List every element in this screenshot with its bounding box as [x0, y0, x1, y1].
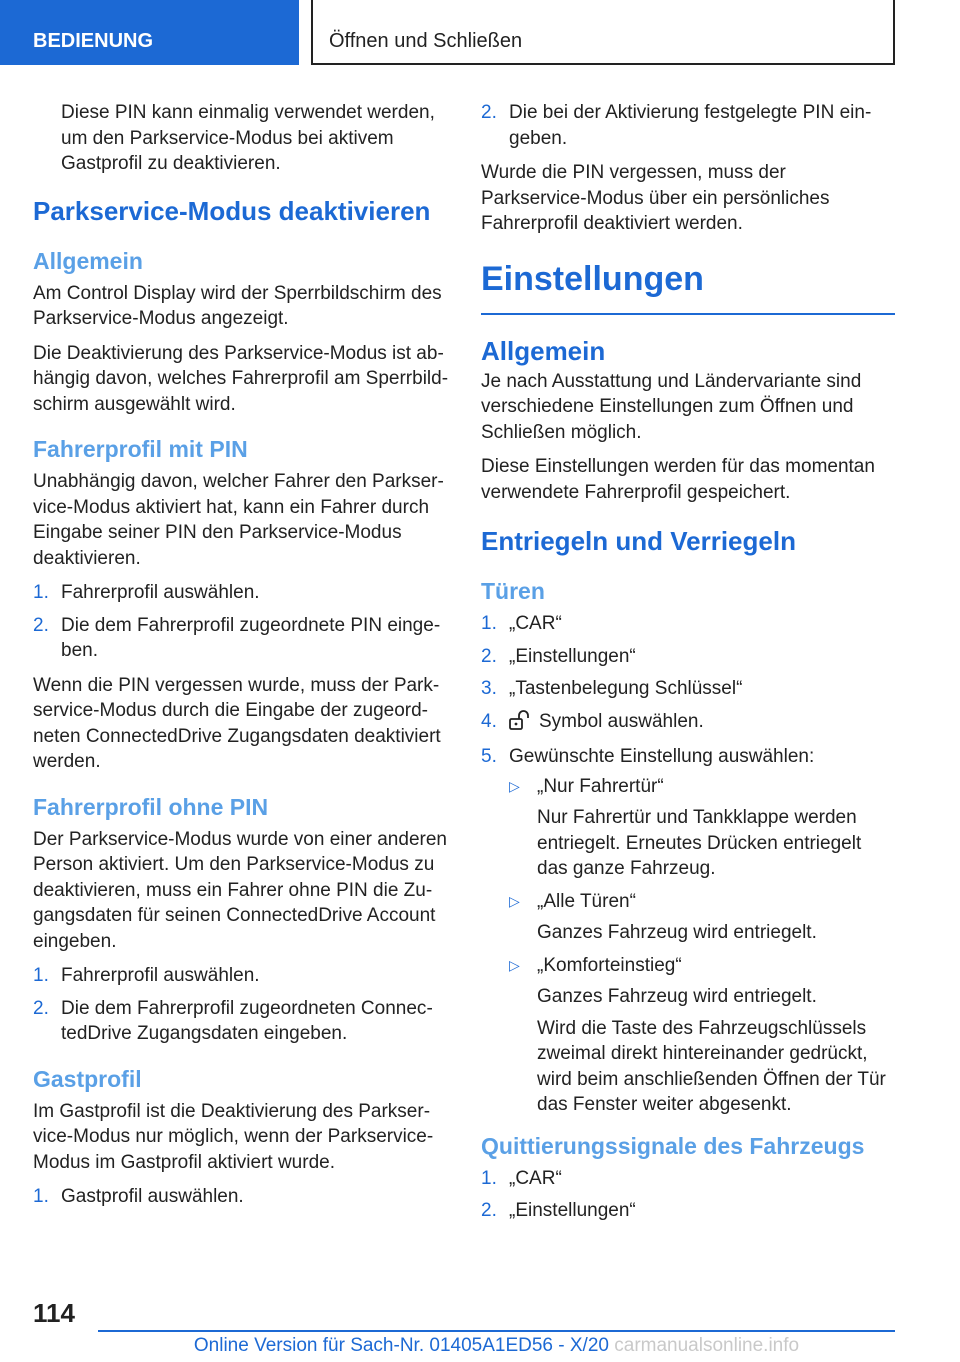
step-number: 3. — [481, 678, 497, 699]
option-desc: Nur Fahrertür und Tankklappe werden entriegelt. Erneutes Drücken entriegelt das ganze Fahrzeug. — [537, 807, 862, 879]
heading-entriegeln: Entriegeln und Verriegeln — [481, 526, 796, 556]
step-text: Gastprofil auswählen. — [61, 1186, 244, 1207]
paragraph: Die Deaktivierung des Parkservice-Modus ist abhängig davon, welches Fahrerprofil am Sperrbildschirm ausgewählt wird. — [33, 342, 449, 415]
heading-gastprofil: Gastprofil — [33, 1065, 142, 1092]
steps-list — [33, 963, 449, 1047]
option-desc: Wird die Taste des Fahrzeugschlüssels zweimal direkt hintereinander gedrückt, wird beim anschließenden Öffnen der Tür das Fenster weiter abgesenkt. — [537, 1017, 886, 1115]
paragraph: Unabhängig davon, welcher Fahrer den Parkservice-Modus aktiviert hat, kann ein Fahrer durch Eingabe seiner PIN den Parkservice-Modus deaktivieren. — [33, 471, 444, 569]
step-text: Die dem Fahrerprofil zugeordnete PIN eingeben. — [61, 614, 441, 661]
option-label: „Komforteinstieg“ — [537, 954, 682, 976]
step-number: 1. — [481, 1167, 497, 1189]
step-text: „CAR“ — [509, 613, 562, 634]
step-number: 1. — [33, 582, 49, 603]
paragraph: Am Control Display wird der Sperrbildschirm des Parkservice-Modus angezeigt. — [33, 282, 442, 329]
step-text: „Tastenbelegung Schlüssel“ — [509, 678, 743, 699]
list-item — [481, 709, 895, 738]
step-number: 4. — [481, 710, 497, 732]
step-text: Gewünschte Einstellung auswählen: — [509, 746, 815, 767]
footer-text — [98, 1333, 895, 1359]
step-number: 5. — [481, 746, 497, 767]
step-text: „Einstellungen“ — [509, 645, 636, 667]
step-number: 1. — [33, 965, 49, 986]
step-number: 2. — [33, 614, 49, 636]
heading-allgemein: Allgemein — [481, 335, 606, 366]
option-desc: Ganzes Fahrzeug wird entriegelt. — [537, 922, 817, 943]
list-item — [33, 613, 449, 664]
list-item — [481, 676, 895, 702]
step-text: „CAR“ — [509, 1167, 562, 1189]
unlock-icon — [509, 710, 531, 738]
heading-parkservice: Parkservice-Modus deaktivieren — [33, 195, 431, 226]
step-text: Symbol auswählen. — [539, 710, 704, 732]
paragraph: Der Parkservice-Modus wurde von einer anderen Person aktiviert. Um den Parkservice-Modus zu deaktivieren, muss ein Fahrer ohne PIN die Zugangsdaten für seinen ConnectedDrive Account eingeben. — [33, 828, 447, 952]
step-number: 2. — [481, 102, 497, 123]
paragraph: Wenn die PIN vergessen wurde, muss der Parkservice-Modus durch die Eingabe der zugeordneten ConnectedDrive Zugangsdaten deaktiviert werden. — [33, 674, 441, 772]
watermark: carmanualsonline.info — [614, 1335, 800, 1356]
step-number: 1. — [33, 1186, 49, 1207]
steps-list — [481, 611, 895, 1118]
section-tab: BEDIENUNG — [0, 0, 299, 65]
list-item — [481, 744, 895, 1118]
list-item — [481, 611, 895, 637]
triangle-bullet-icon: ▷ — [509, 777, 520, 794]
heading-fahrerprofil-ohne-pin: Fahrerprofil ohne PIN — [33, 793, 269, 820]
list-item — [481, 100, 895, 151]
step-number: 2. — [481, 1200, 497, 1221]
option-item — [509, 889, 895, 946]
option-item — [509, 774, 895, 882]
list-item — [481, 1166, 895, 1192]
option-label: „Nur Fahrertür“ — [537, 775, 664, 797]
footer-rule — [98, 1330, 895, 1332]
triangle-bullet-icon: ▷ — [509, 892, 520, 909]
heading-tueren: Türen — [481, 578, 545, 604]
list-item — [481, 1198, 895, 1224]
heading-allgemein: Allgemein — [33, 247, 143, 274]
list-item — [33, 996, 449, 1047]
step-text: „Einstellungen“ — [509, 1200, 636, 1221]
page-number: 114 — [33, 1298, 75, 1328]
heading-einstellungen: Einstellungen — [481, 259, 895, 315]
steps-list — [481, 1166, 895, 1224]
option-label: „Alle Türen“ — [537, 890, 636, 912]
chapter-title: Öffnen und Schließen — [311, 0, 895, 65]
steps-list — [481, 100, 895, 151]
list-item — [481, 644, 895, 670]
step-number: 2. — [481, 645, 497, 667]
step-text: Fahrerprofil auswählen. — [61, 582, 260, 603]
heading-fahrerprofil-mit-pin: Fahrerprofil mit PIN — [33, 436, 248, 462]
paragraph: Diese Einstellungen werden für das momentan verwendete Fahrerprofil gespeichert. — [481, 456, 875, 503]
right-column — [481, 100, 895, 1233]
list-item — [33, 580, 449, 606]
list-item — [33, 963, 449, 989]
paragraph: Je nach Ausstattung und Ländervariante sind verschiedene Einstellungen zum Öffnen und Schließen möglich. — [481, 370, 862, 443]
step-text: Die dem Fahrerprofil zugeordneten ConnectedDrive Zugangsdaten eingeben. — [61, 997, 433, 1044]
step-number: 1. — [481, 613, 497, 634]
footer-version: Online Version für Sach-Nr. 01405A1ED56 - X/20 — [193, 1335, 609, 1356]
paragraph: Im Gastprofil ist die Deaktivierung des Parkservice-Modus nur möglich, wenn der Parkservice-Modus im Gastprofil aktiviert wurde. — [33, 1100, 434, 1173]
list-item — [33, 1184, 449, 1210]
triangle-bullet-icon: ▷ — [509, 956, 520, 973]
option-desc: Ganzes Fahrzeug wird entriegelt. — [537, 986, 817, 1007]
heading-quittierungssignale: Quittierungssignale des Fahrzeugs — [481, 1132, 865, 1159]
left-column — [33, 100, 449, 1219]
intro-paragraph: Diese PIN kann einmalig verwendet werden, um den Parkservice-Modus bei aktivem Gastprofil zu deaktivieren. — [61, 102, 435, 174]
steps-list — [33, 1184, 449, 1210]
steps-list — [33, 580, 449, 664]
paragraph: Wurde die PIN vergessen, muss der Parkservice-Modus über ein persönliches Fahrerprofil deaktiviert werden. — [481, 162, 830, 234]
option-item — [509, 953, 895, 1118]
step-text: Fahrerprofil auswählen. — [61, 965, 260, 986]
step-number: 2. — [33, 997, 49, 1019]
step-text: Die bei der Aktivierung festgelegte PIN eingeben. — [509, 102, 872, 149]
option-list — [509, 774, 895, 1118]
